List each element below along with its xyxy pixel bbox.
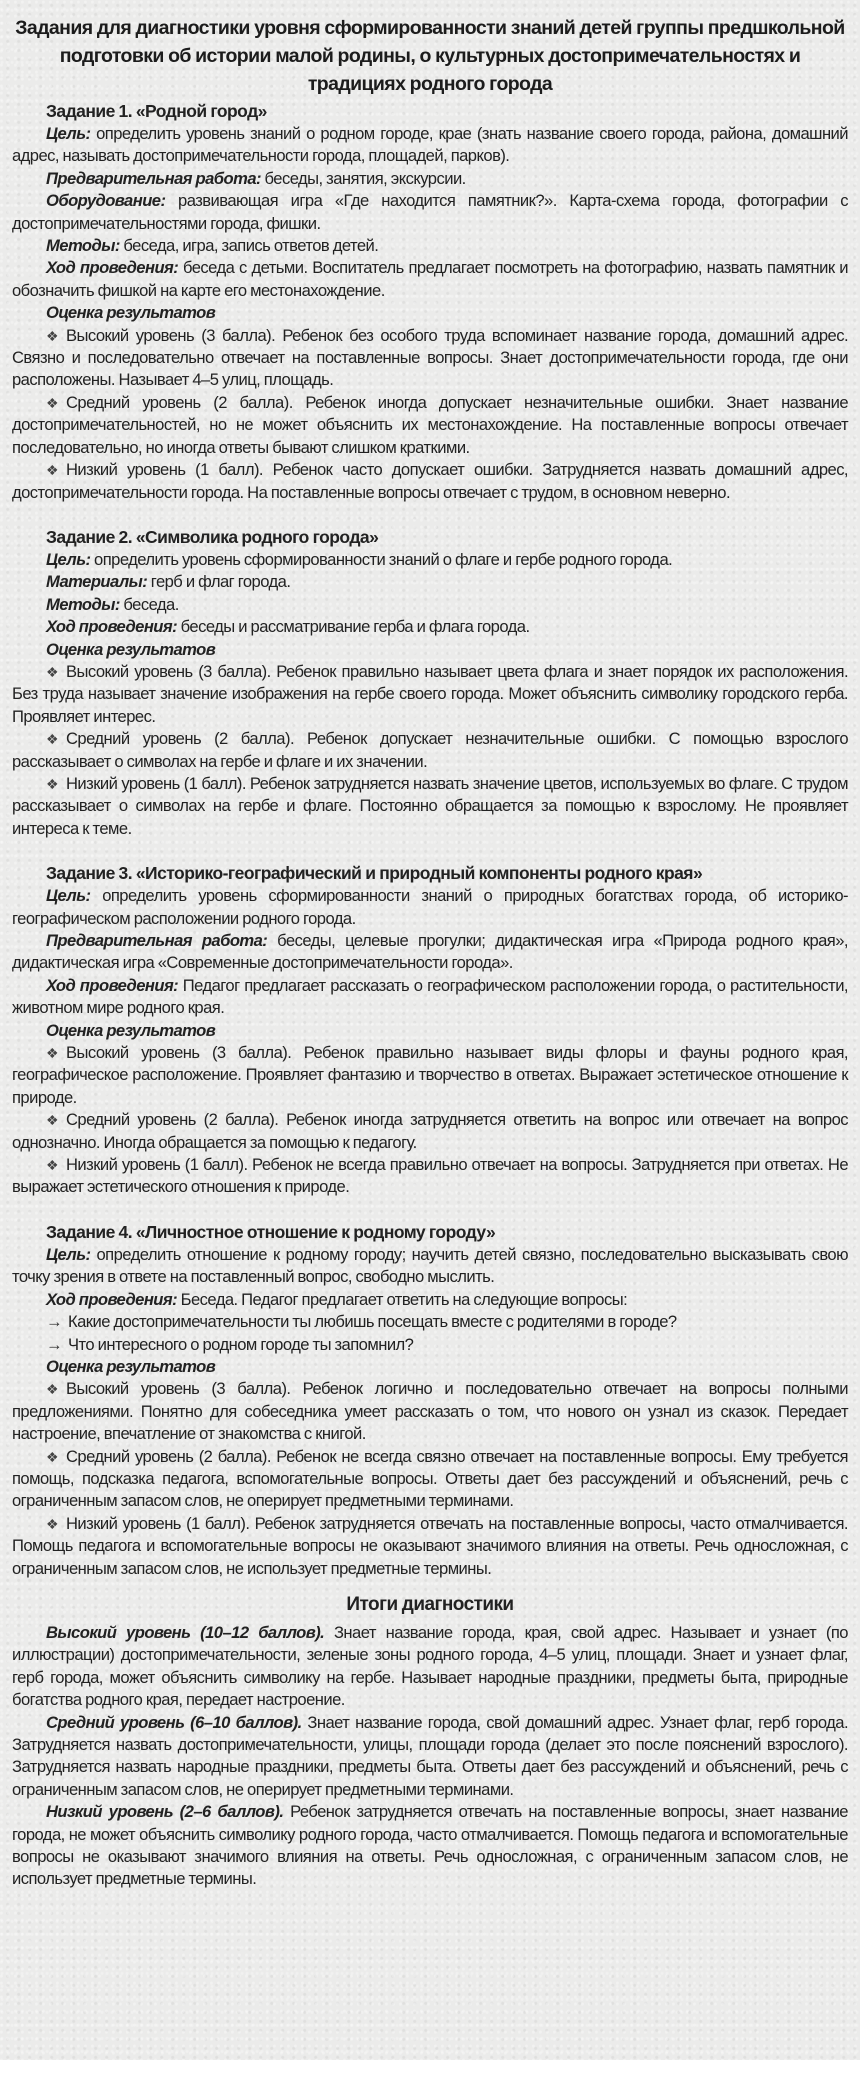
task-field-procedure: Ход проведения: беседы и рассматривание герба и флага города. [46, 617, 530, 637]
question-item: → Что интересного о родном городе ты запомнил? [12, 1334, 848, 1356]
diamond-bullet-icon: ❖ [46, 1381, 59, 1398]
diamond-bullet-icon: ❖ [46, 731, 59, 748]
evaluation-heading: Оценка результатов [46, 1356, 216, 1376]
diamond-bullet-icon: ❖ [46, 327, 59, 344]
level-medium: ❖ Средний уровень (2 балла). Ребенок допускает незначительные ошибки. С помощью взрослого рассказывает о символах на гербе и флаге и их значении. [12, 729, 848, 771]
task-field-materials: Материалы: герб и флаг города. [46, 572, 291, 592]
task-title: Задание 1. «Родной город» [46, 101, 267, 121]
level-low: ❖ Низкий уровень (1 балл). Ребенок затрудняется назвать значение цветов, используемых во флаге. С трудом рассказывает о символах на гербе и флаге. Постоянно обращается за помощью к взрослому. Не проявляет интереса к теме. [12, 773, 848, 838]
task-field-methods: Методы: беседа. [46, 594, 179, 614]
arrow-right-icon: → [46, 1334, 63, 1354]
diamond-bullet-icon: ❖ [46, 1448, 59, 1465]
level-high: ❖ Высокий уровень (3 балла). Ребенок без особого труда вспоминает название города, домашний адрес. Связно и последовательно отвечает на поставленные вопросы. Знает достопримечательности города, где они расположены. Называет 4–5 улиц, площадь. [12, 325, 848, 390]
task-field-goal: Цель: определить уровень сформированности знаний о флаге и гербе родного города. [46, 549, 673, 569]
diamond-bullet-icon: ❖ [46, 1045, 59, 1062]
evaluation-heading: Оценка результатов [46, 303, 216, 323]
diamond-bullet-icon: ❖ [46, 462, 59, 479]
task-4 [12, 1221, 848, 1580]
task-title: Задание 4. «Личностное отношение к родному городу» [46, 1221, 496, 1242]
task-field-procedure: Ход проведения: беседа с детьми. Воспитатель предлагает посмотреть на фотографию, назвать памятник и обозначить фишкой на карте его местонахождение. [12, 258, 848, 300]
evaluation-heading: Оценка результатов [46, 1020, 216, 1040]
task-field-equipment: Оборудование: развивающая игра «Где находится памятник?». Карта-схема города, фотографии с достопримечательностями города, фишки. [12, 191, 848, 233]
summary-medium: Средний уровень (6–10 баллов). Знает название города, свой домашний адрес. Узнает флаг, герб города. Затрудняется назвать достопримечательности, улицы, площади города (делает это после пояснений взрослого). Затрудняется назвать народные праздники, предметы быта. Ответы дает без рассуждений и объяснений, речь с ограниченным запасом слов, не оперирует предметными терминами. [12, 1712, 849, 1799]
level-medium: ❖ Средний уровень (2 балла). Ребенок иногда затрудняется ответить на вопрос или отвечает на вопрос однозначно. Иногда обращается за помощью к педагогу. [12, 1110, 848, 1152]
summary-title: Итоги диагностики [346, 1593, 514, 1615]
diamond-bullet-icon: ❖ [46, 1112, 59, 1129]
document-body [12, 14, 848, 1891]
diamond-bullet-icon: ❖ [46, 663, 59, 680]
summary-low: Низкий уровень (2–6 баллов). Ребенок затрудняется отвечать на поставленные вопросы, знает название города, не может объяснить символику родного города, часто отмалчивается. Помощь педагога и вспомогательные вопросы не оказывают значимого влияния на ответы. Речь односложная, с ограниченным запасом слов, не использует предметные термины. [12, 1802, 848, 1889]
document-title: Задания для диагностики уровня сформированности знаний детей группы предшкольной подготовки об истории малой родины, о культурных достопримечательностях и традициях родного города [15, 17, 845, 95]
diamond-bullet-icon: ❖ [46, 775, 59, 792]
diamond-bullet-icon: ❖ [46, 1515, 59, 1532]
task-field-procedure: Ход проведения: Педагог предлагает рассказать о географическом расположении города, о растительности, животном мире родного края. [12, 975, 848, 1018]
task-field-goal: Цель: определить уровень сформированности знаний о природных богатствах города, об историко-географическом расположении родного города. [12, 886, 848, 928]
diamond-bullet-icon: ❖ [46, 1157, 59, 1174]
level-high: ❖ Высокий уровень (3 балла). Ребенок логично и последовательно отвечает на вопросы полными предложениями. Понятно для собеседника умеет рассказать о том, что нового он узнал из сказок. Передает настроение, впечатление от знакомства с книгой. [12, 1379, 848, 1444]
level-low: ❖ Низкий уровень (1 балл). Ребенок затрудняется отвечать на поставленные вопросы, часто отмалчивается. Помощь педагога и вспомогательные вопросы не оказывают значимого влияния на ответы. Речь односложная, с ограниченным запасом слов, не использует предметные термины. [12, 1513, 848, 1578]
evaluation-heading: Оценка результатов [46, 639, 216, 659]
summary-high: Высокий уровень (10–12 баллов). Знает название города, края, свой адрес. Называет и узнает (по иллюстрации) достопримечательности, зеленые зоны родного города, 4–5 улиц, площади. Знает и узнает флаг, герб города, может объяснить символику на гербе. Называет народные праздники, предметы быта, природные богатства родного края, передает настроение. [12, 1622, 848, 1710]
level-high: ❖ Высокий уровень (3 балла). Ребенок правильно называет цвета флага и знает порядок их расположения. Без труда называет значение изображения на гербе своего города. Может объяснить символику городского герба. Проявляет интерес. [12, 661, 848, 726]
task-field-prep: Предварительная работа: беседы, занятия, экскурсии. [46, 168, 466, 188]
task-1 [12, 100, 848, 504]
level-medium: ❖ Средний уровень (2 балла). Ребенок не всегда связно отвечает на поставленные вопросы. Ему требуется помощь, подсказка педагога, вспомогательные вопросы. Ответы дает без рассуждений и объяснений, речь с ограниченным запасом слов, не оперирует предметными терминами. [12, 1446, 848, 1511]
diamond-bullet-icon: ❖ [46, 394, 59, 411]
diagnostics-summary [12, 1592, 848, 1891]
task-field-prep: Предварительная работа: беседы, целевые прогулки; дидактическая игра «Природа родного края», дидактическая игра «Современные достопримечательности города». [12, 931, 848, 973]
task-field-goal: Цель: определить отношение к родному городу; научить детей связно, последовательно высказывать свою точку зрения в ответе на поставленный вопрос, свободно мыслить. [12, 1244, 848, 1287]
task-field-methods: Методы: беседа, игра, запись ответов детей. [46, 236, 379, 256]
question-item: → Какие достопримечательности ты любишь посещать вместе с родителями в городе? [12, 1311, 848, 1333]
level-medium: ❖ Средний уровень (2 балла). Ребенок иногда допускает незначительные ошибки. Знает название достопримечательностей, но не может объяснить их местонахождение. На поставленные вопросы отвечает последовательно, но иногда ответы бывают слишком краткими. [12, 392, 848, 457]
task-field-procedure: Ход проведения: Беседа. Педагог предлагает ответить на следующие вопросы: [46, 1289, 628, 1309]
task-3 [12, 862, 848, 1199]
task-2 [12, 526, 848, 840]
task-title: Задание 2. «Символика родного города» [46, 526, 379, 547]
level-high: ❖ Высокий уровень (3 балла). Ребенок правильно называет виды флоры и фауны родного края, географическое расположение. Проявляет фантазию и творчество в ответах. Выражает эстетическое отношение к природе. [12, 1043, 848, 1107]
level-low: ❖ Низкий уровень (1 балл). Ребенок не всегда правильно отвечает на вопросы. Затрудняется при ответах. Не выражает эстетического отношения к природе. [12, 1155, 848, 1197]
task-field-goal: Цель: определить уровень знаний о родном городе, крае (знать название своего города, района, домашний адрес, называть достопримечательности города, площадей, парков). [12, 124, 848, 166]
task-title: Задание 3. «Историко-географический и природный компоненты родного края» [46, 863, 703, 884]
arrow-right-icon: → [46, 1312, 63, 1332]
level-low: ❖ Низкий уровень (1 балл). Ребенок часто допускает ошибки. Затрудняется назвать домашний адрес, достопримечательности города. На поставленные вопросы отвечает с трудом, в основном неверно. [12, 460, 848, 502]
